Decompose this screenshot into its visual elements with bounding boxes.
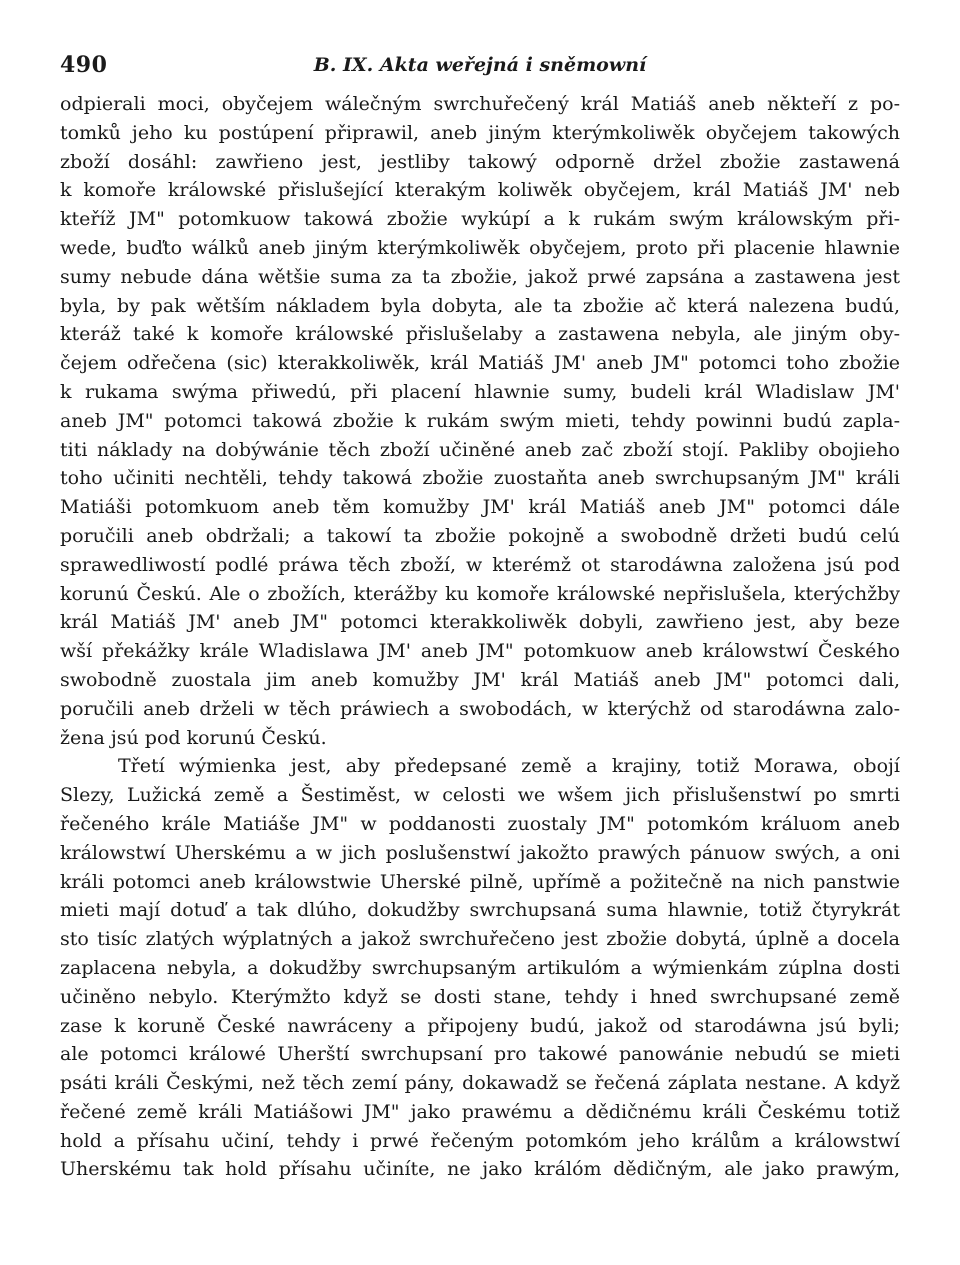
text-line: zboží dosáhl: zawřieno jest, jestliby takowý odporně držel zbožie zastawená bbox=[60, 150, 900, 173]
running-head: B. IX. Akta weřejná i sněmowní bbox=[313, 54, 647, 76]
text-line: zase k koruně České nawráceny a připojeny budú, jakož od starodáwna jsú byli; bbox=[60, 1014, 900, 1037]
text-line: swobodně zuostala jim aneb komužby JM' král Matiáš aneb JM" potomci dali, bbox=[60, 668, 900, 691]
text-line: král Matiáš JM' aneb JM" potomci kterakkoliwěk dobyli, zawřieno jest, aby beze bbox=[60, 611, 900, 634]
text-line: sumy nebude dána wětšie suma za ta zbožie, jakož prwé zapsána a zastawena jest bbox=[60, 265, 900, 288]
text-line: Slezy, Lužická země a Šestiměst, w celosti we wšem jich přislušenstwí po smrti bbox=[60, 784, 900, 807]
text-line: čejem odřečena (sic) kterakkoliwěk, král Matiáš JM' aneb JM" potomci toho zbožie bbox=[60, 352, 900, 375]
page-header bbox=[60, 48, 900, 88]
text-line: ale potomci králowé Uherští swrchupsaní pro takowé panowánie nebudú se mieti bbox=[60, 1043, 900, 1066]
text-line: Uherskému tak hold přísahu učiníte, ne jako králóm dědičným, ale jako prawým, bbox=[60, 1158, 900, 1181]
text-line: wede, buďto wálků aneb jiným kterýmkoliwěk obyčejem, proto při placenie hlawnie bbox=[60, 236, 900, 259]
text-line: poručili aneb drželi w těch práwiech a swobodách, w kterýchž od starodáwna zalo- bbox=[60, 697, 900, 720]
text-line: korunú Českú. Ale o zbožích, kterážby ku komoře králowské nepřislušela, kterýchžby bbox=[60, 582, 900, 605]
text-line: žena jsú pod korunú Českú. bbox=[60, 726, 327, 749]
text-line: učiněno nebylo. Kterýmžto když se dosti stane, tehdy i hned swrchupsané země bbox=[60, 985, 900, 1008]
text-line: aneb JM" potomci takowá zbožie k rukám swým mieti, tehdy powinni budú zapla- bbox=[60, 409, 900, 432]
text-line: kteráž také k komoře králowské přislušelaby a zastawena nebyla, ale jiným oby- bbox=[60, 323, 900, 346]
text-line: wší překážky krále Wladislawa JM' aneb JM" potomkuow aneb králowstwí Českého bbox=[60, 640, 900, 663]
text-line: sprawedliwostí podlé práwa těch zboží, w kterémž ot starodáwna založena jsú pod bbox=[60, 553, 900, 576]
text-line: psáti králi Českými, než těch zemí pány, dokawadž se řečená záplata nestane. A když bbox=[60, 1072, 900, 1095]
text-line: sto tisíc zlatých wýplatných a jakož swrchuřečeno jest zbožie dobytá, úplně a docela bbox=[60, 928, 900, 951]
text-line: k komoře králowské přislušející kterakým koliwěk obyčejem, král Matiáš JM' neb bbox=[60, 179, 900, 202]
text-line: hold a přísahu učiní, tehdy i prwé řečeným potomkóm jeho králům a králowstwí bbox=[60, 1129, 900, 1152]
text-line: toho učiniti nechtěli, tehdy takowá zbožie zuostaňta aneb swrchupsaným JM" králi bbox=[60, 467, 900, 490]
text-line: poručili aneb obdržali; a takowí ta zbožie pokojně a swobodně držeti budú celú bbox=[60, 524, 900, 547]
text-line: tomků jeho ku postúpení připrawil, aneb jiným kterýmkoliwěk obyčejem takowých bbox=[60, 121, 900, 144]
text-line: řečené země králi Matiášowi JM" jako prawému a dědičnému králi Českému totiž bbox=[60, 1100, 900, 1123]
document-page bbox=[60, 48, 900, 1184]
text-line: králi potomci aneb králowstwie Uherské pilně, upřímě a požitečně na nich panstwie bbox=[60, 870, 900, 893]
text-line: králowstwí Uherskému a w jich poslušenstwí jakožto prawých pánuow swých, a oni bbox=[60, 841, 900, 864]
text-line: Třetí wýmienka jest, aby předepsané země a krajiny, totiž Morawa, obojí bbox=[118, 755, 900, 778]
text-line: odpierali moci, obyčejem wálečným swrchuřečený král Matiáš aneb někteří z po- bbox=[60, 93, 900, 115]
body-text bbox=[60, 90, 900, 1184]
text-line: mieti mají dotuď a tak dlúho, dokudžby swrchupsaná suma hlawnie, totiž čtyrykrát bbox=[60, 899, 900, 922]
text-line: Matiáši potomkuom aneb těm komužby JM' král Matiáš aneb JM" potomci dále bbox=[60, 496, 900, 519]
text-line: kteříž JM" potomkuow takowá zbožie wykúpí a k rukám swým králowským při- bbox=[60, 208, 900, 231]
text-line: byla, by pak wětším nákladem byla dobyta, ale ta zbožie ač která nalezena budú, bbox=[60, 294, 900, 317]
text-line: titi náklady na dobýwánie těch zboží učiněné aneb zač zboží stojí. Pakliby obojieho bbox=[60, 438, 900, 461]
text-line: k rukama swýma přiwedú, při placení hlawnie sumy, budeli král Wladislaw JM' bbox=[60, 380, 900, 403]
text-line: řečeného krále Matiáše JM" w poddanosti zuostaly JM" potomkóm králuom aneb bbox=[60, 812, 900, 835]
page-number: 490 bbox=[60, 52, 108, 78]
text-line: zaplacena nebyla, a dokudžby swrchupsaným artikulóm a wýmienkám zúplna dosti bbox=[60, 956, 900, 979]
